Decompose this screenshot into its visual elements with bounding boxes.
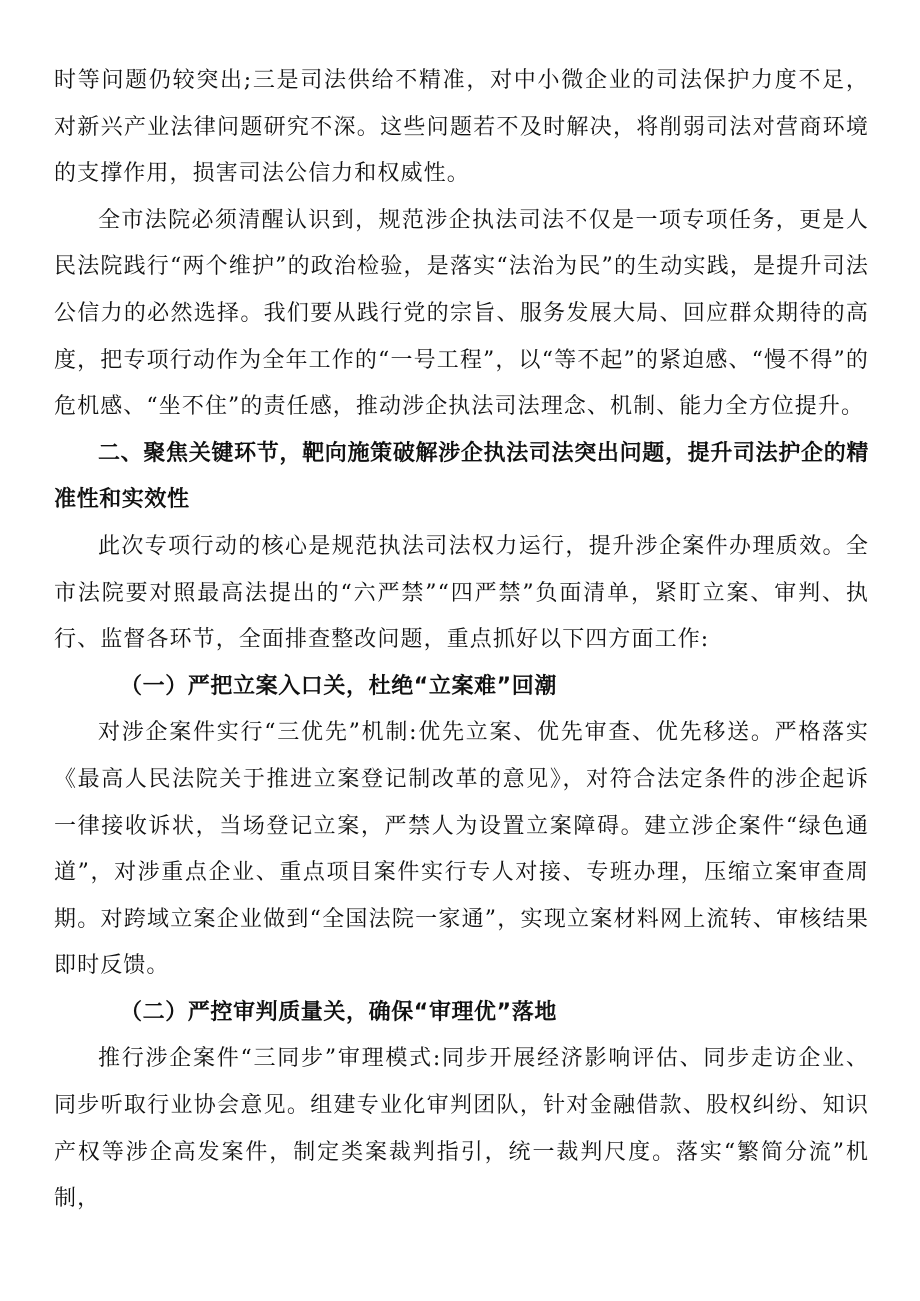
paragraph-trial: 推行涉企案件“三同步”审理模式:同步开展经济影响评估、同步走访企业、同步听取行业协会意见。组建专业化审判团队，针对金融借款、股权纠纷、知识产权等涉企高发案件，制定类案裁判指引，统一裁判尺度。落实“繁简分流”机制， xyxy=(54,1046,869,1212)
subheading-trial: （二）严控审判质量关，确保“审理优”落地 xyxy=(120,999,557,1025)
paragraph-filing: 对涉企案件实行“三优先”机制:优先立案、优先审查、优先移送。严格落实《最高人民法院关于推进立案登记制改革的意见》，对符合法定条件的涉企起诉一律接收诉状，当场登记立案，严禁人为设置立案障碍。建立涉企案件“绿色通道”，对涉重点企业、重点项目案件实行专人对接、专班办理，压缩立案审查周期。对跨域立案企业做到“全国法院一家通”，实现立案材料网上流转、审核结果即时反馈。 xyxy=(54,720,869,979)
paragraph-core-task: 此次专项行动的核心是规范执法司法权力运行，提升涉企案件办理质效。全市法院要对照最高法提出的“六严禁”“四严禁”负面清单，紧盯立案、审判、执行、监督各环节，全面排查整改问题，重点抓好以下四方面工作: xyxy=(54,533,869,653)
document-body xyxy=(54,58,869,1223)
paragraph-awareness: 全市法院必须清醒认识到，规范涉企执法司法不仅是一项专项任务，更是人民法院践行“两个维护”的政治检验，是落实“法治为民”的生动实践，是提升司法公信力的必然选择。我们要从践行党的宗旨、服务发展大局、回应群众期待的高度，把专项行动作为全年工作的“一号工程”，以“等不起”的紧迫感、“慢不得”的危机感、“坐不住”的责任感，推动涉企执法司法理念、机制、能力全方位提升。 xyxy=(54,207,869,420)
subheading-filing: （一）严把立案入口关，杜绝“立案难”回潮 xyxy=(120,673,557,699)
paragraph-continuation: 时等问题仍较突出;三是司法供给不精准，对中小微企业的司法保护力度不足，对新兴产业法律问题研究不深。这些问题若不及时解决，将削弱司法对营商环境的支撑作用，损害司法公信力和权威性。 xyxy=(54,68,869,187)
section-heading-two: 二、聚焦关键环节，靶向施策破解涉企执法司法突出问题，提升司法护企的精准性和实效性 xyxy=(54,440,869,513)
